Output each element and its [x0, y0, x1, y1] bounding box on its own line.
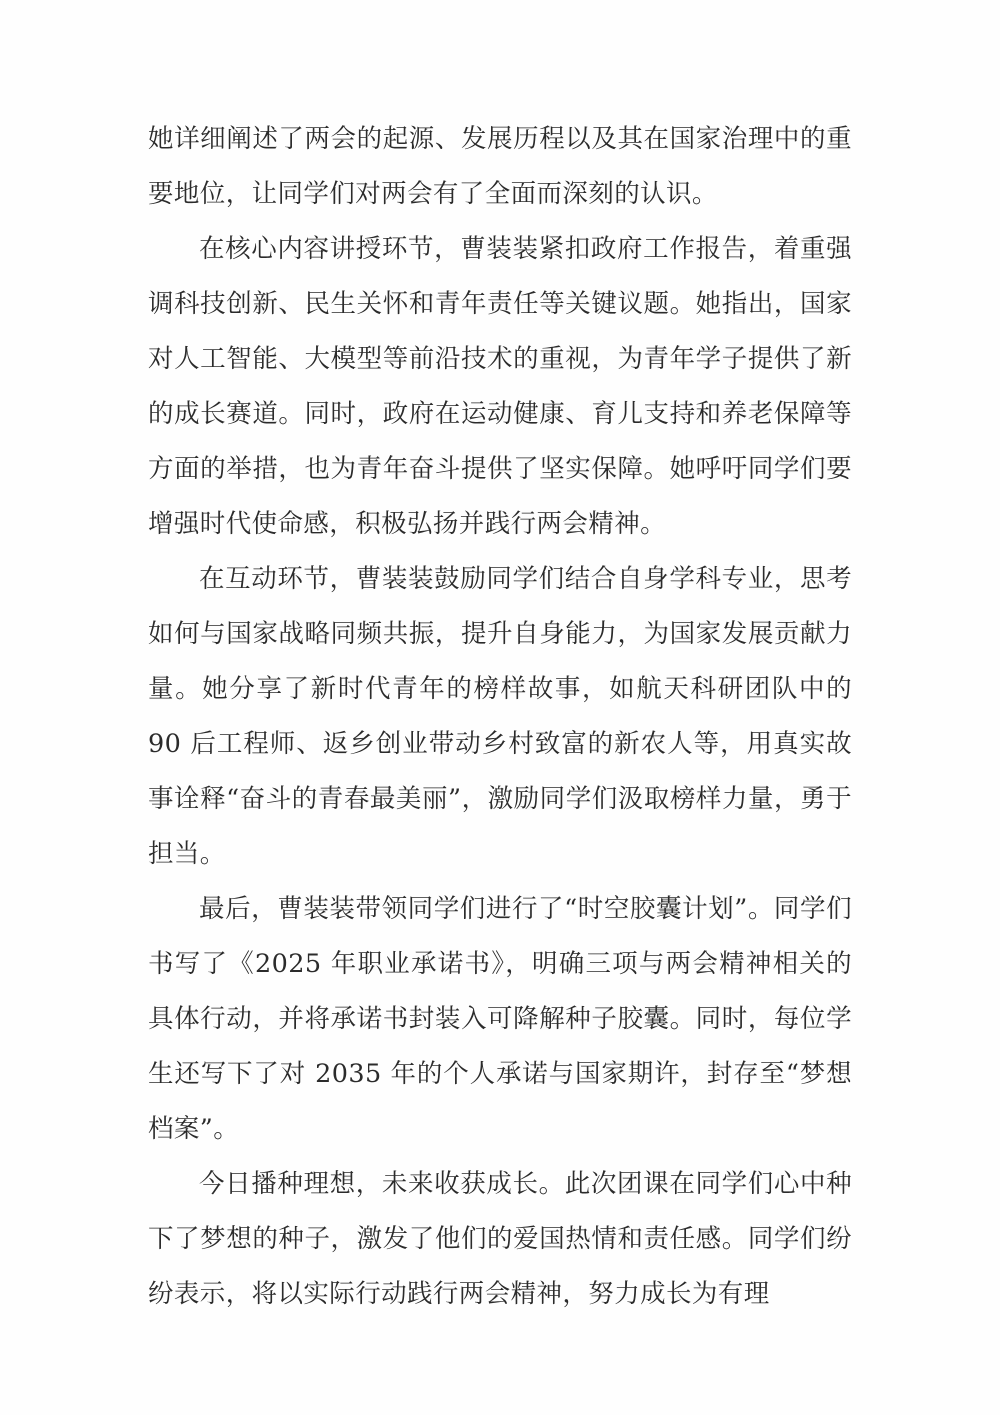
paragraph-3: 在互动环节，曹装装鼓励同学们结合自身学科专业，思考如何与国家战略同频共振，提升自身能力，为国家发展贡献力量。她分享了新时代青年的榜样故事，如航天科研团队中的 90 后工程师、返乡创业带动乡村致富的新农人等，用真实故事诠释“奋斗的青春最美丽”，激励同学们汲取榜样力量，勇于担当。	[148, 564, 852, 869]
paragraph-4: 最后，曹装装带领同学们进行了“时空胶囊计划”。同学们书写了《2025 年职业承诺书》，明确三项与两会精神相关的具体行动，并将承诺书封装入可降解种子胶囊。同时，每位学生还写下了对 2035 年的个人承诺与国家期许，封存至“梦想档案”。	[148, 894, 852, 1144]
paragraph-1: 她详细阐述了两会的起源、发展历程以及其在国家治理中的重要地位，让同学们对两会有了全面而深刻的认识。	[148, 124, 852, 209]
paragraph-2: 在核心内容讲授环节，曹装装紧扣政府工作报告，着重强调科技创新、民生关怀和青年责任等关键议题。她指出，国家对人工智能、大模型等前沿技术的重视，为青年学子提供了新的成长赛道。同时，政府在运动健康、育儿支持和养老保障等方面的举措，也为青年奋斗提供了坚实保障。她呼吁同学们要增强时代使命感，积极弘扬并践行两会精神。	[148, 234, 852, 539]
document-body	[148, 112, 852, 1322]
paragraph-5: 今日播种理想，未来收获成长。此次团课在同学们心中种下了梦想的种子，激发了他们的爱国热情和责任感。同学们纷纷表示，将以实际行动践行两会精神，努力成长为有理	[148, 1169, 852, 1309]
